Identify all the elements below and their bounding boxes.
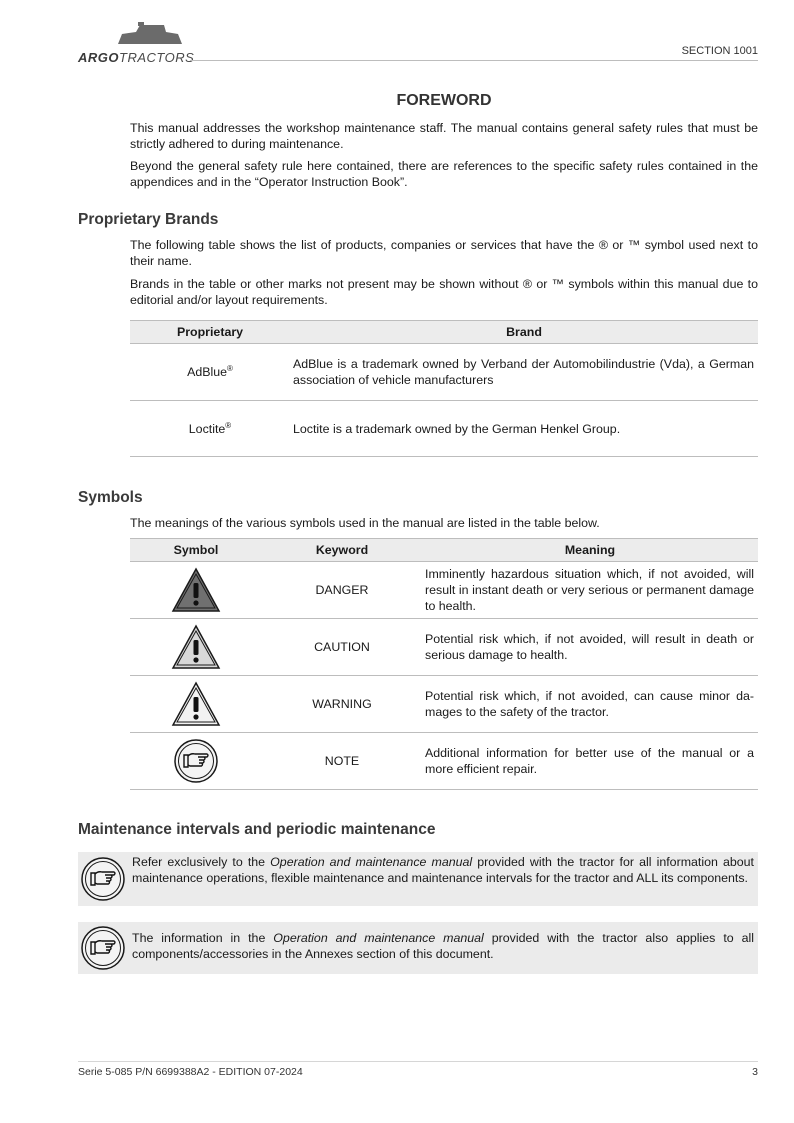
maintenance-heading: Maintenance intervals and periodic maintenance: [78, 821, 436, 838]
note-hand-icon: [173, 738, 219, 784]
maintenance-note-1: [78, 852, 758, 906]
keyword-cell: CAUTION: [262, 619, 422, 676]
column-header-meaning: Meaning: [422, 539, 758, 562]
danger-triangle-icon: [171, 567, 221, 613]
brand-cell: AdBlue is a trademark owned by Verband der Automobilindustrie (Vda), a German association of vehicle manufacturers: [290, 344, 758, 401]
page-number: 3: [752, 1066, 758, 1078]
section-label: SECTION 1001: [681, 45, 758, 57]
table-row: [130, 676, 758, 733]
header-divider: [190, 60, 758, 61]
meaning-cell: Potential risk which, if not avoided, can cause minor damages to the safety of the tractor.: [422, 676, 758, 733]
keyword-cell: WARNING: [262, 676, 422, 733]
symbols-table: [130, 538, 758, 790]
column-header-brand: Brand: [290, 321, 758, 344]
warning-triangle-icon: [171, 681, 221, 727]
intro-paragraph-1: This manual addresses the workshop maintenance staff. The manual contains general safety rules that must be strictly adhered to during maintenance.: [130, 121, 758, 151]
brands-heading: Proprietary Brands: [78, 211, 219, 228]
keyword-cell: NOTE: [262, 733, 422, 790]
brand-cell: Loctite is a trademark owned by the German Henkel Group.: [290, 401, 758, 457]
logo-wordmark: ARGOTRACTORS: [78, 50, 195, 65]
brands-paragraph-2: Brands in the table or other marks not present may be shown without ® or ™ symbols within this manual due to editorial and/or layout requirements.: [130, 277, 758, 307]
brands-paragraph-1: The following table shows the list of products, companies or services that have the ® or ™ symbol used next to their name.: [130, 238, 758, 268]
proprietary-cell: Loctite®: [130, 401, 290, 457]
meaning-cell: Potential risk which, if not avoided, will result in death or serious damage to health.: [422, 619, 758, 676]
meaning-cell: Additional information for better use of the manual or a more efficient repair.: [422, 733, 758, 790]
column-header-proprietary: Proprietary: [130, 321, 290, 344]
caution-triangle-icon: [171, 624, 221, 670]
table-row: [130, 401, 758, 457]
footer-edition: Serie 5-085 P/N 6699388A2 - EDITION 07-2024: [78, 1066, 303, 1078]
symbols-heading: Symbols: [78, 489, 143, 506]
column-header-keyword: Keyword: [262, 539, 422, 562]
table-row: [130, 619, 758, 676]
symbols-table-header: [130, 539, 758, 562]
table-row: [130, 344, 758, 401]
page-title: FOREWORD: [396, 92, 492, 109]
maintenance-note-text: The information in the Operation and maintenance manual provided with the tractor also applies to all components/accessories in the Annexes section of this document.: [132, 931, 754, 961]
table-row: [130, 733, 758, 790]
symbols-intro: The meanings of the various symbols used in the manual are listed in the table below.: [130, 516, 600, 530]
column-header-symbol: Symbol: [130, 539, 262, 562]
meaning-cell: Imminently hazardous situation which, if not avoided, will result in instant death or very serious or permanent damage to health.: [422, 562, 758, 619]
footer-divider: [78, 1061, 758, 1062]
brands-table-header: [130, 321, 758, 344]
note-hand-icon: [80, 856, 126, 902]
brands-table: [130, 320, 758, 457]
proprietary-cell: AdBlue®: [130, 344, 290, 401]
maintenance-note-2: [78, 922, 758, 974]
table-row: [130, 562, 758, 619]
note-hand-icon: [80, 925, 126, 971]
maintenance-note-text: Refer exclusively to the Operation and maintenance manual provided with the tractor for all information about maintenance operations, flexible maintenance and maintenance intervals for the tractor and ALL its components.: [132, 855, 754, 885]
keyword-cell: DANGER: [262, 562, 422, 619]
intro-paragraph-2: Beyond the general safety rule here contained, there are references to the specific safety rules contained in the appendices and in the “Operator Instruction Book”.: [130, 159, 758, 189]
